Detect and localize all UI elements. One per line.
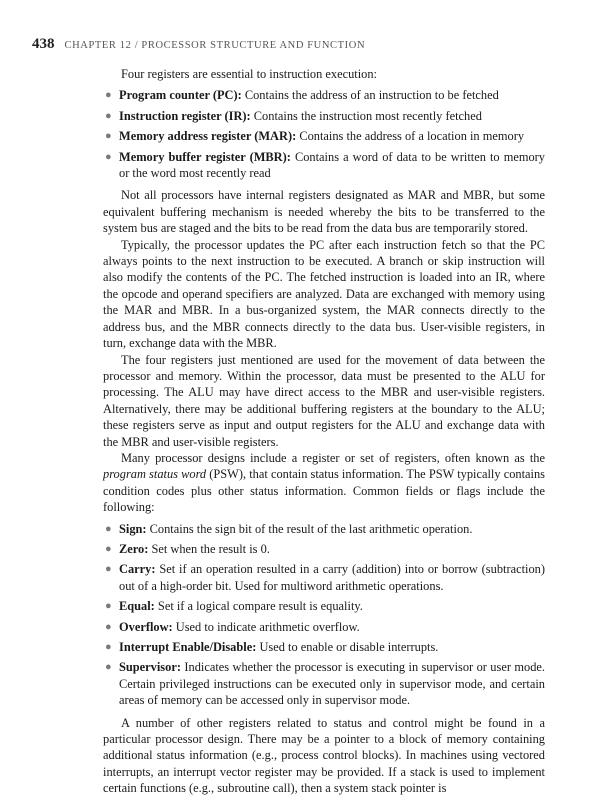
flag-item-interrupt (103, 639, 545, 655)
intro-paragraph: Four registers are essential to instruction execution: (121, 67, 378, 81)
flag-item-supervisor (103, 659, 545, 708)
paragraph-mar-mbr: Not all processors have internal registers designated as MAR and MBR, but some equivalent buffering mechanism is needed whereby the bits to be transferred to the system bus are staged and the bits to be read from the data bus are temporarily stored. (103, 188, 545, 236)
flag-term: Carry: (119, 562, 156, 577)
flag-term: Zero: (119, 541, 149, 556)
register-item-mbr (103, 149, 545, 182)
register-desc: Contains the address of a location in memory (299, 129, 525, 144)
register-desc: Contains the instruction most recently fetched (253, 108, 482, 123)
body-text (103, 66, 545, 797)
bullet-icon: ● (105, 563, 112, 576)
bullet-icon: ● (105, 130, 112, 143)
flag-desc: Indicates whether the processor is executing in supervisor or user mode. Certain privileged instructions can be executed only in supervisor mode, and certain areas of memory can be accessed only in supervisor mode. (119, 660, 545, 708)
bullet-icon: ● (105, 620, 112, 633)
register-term: Program counter (PC): (119, 88, 242, 103)
bullet-icon: ● (105, 109, 112, 122)
psw-text-after: (PSW), that contain status information. The PSW typically contains condition codes plus other status information. Common fields or flags include the following: (103, 467, 545, 515)
paragraph-other-registers: A number of other registers related to status and control might be found in a particular processor design. There may be a pointer to a block of memory containing additional status information (e.g., process control blocks). In machines using vectored interrupts, an interrupt vector register may be provided. If a stack is used to implement certain functions (e.g., subroutine call), then a system stack pointer is (103, 715, 545, 796)
register-list (103, 87, 545, 181)
flag-desc: Set when the result is 0. (151, 541, 270, 556)
flag-desc: Contains the sign bit of the result of the last arithmetic operation. (149, 521, 473, 536)
register-term: Memory address register (MAR): (119, 129, 297, 144)
register-desc: Contains a word of data to be written to memory or the word most recently read (119, 149, 545, 181)
register-item-mar (103, 128, 545, 144)
flag-item-carry (103, 561, 545, 594)
chapter-title: CHAPTER 12 / PROCESSOR STRUCTURE AND FUNCTION (64, 40, 366, 51)
flag-desc: Set if a logical compare result is equality. (157, 599, 363, 614)
flag-term: Supervisor: (119, 660, 181, 675)
flag-item-equal (103, 598, 545, 614)
bullet-icon: ● (105, 542, 112, 555)
flag-item-overflow (103, 619, 545, 635)
flag-desc: Used to enable or disable interrupts. (259, 640, 439, 654)
running-head (32, 36, 365, 53)
bullet-icon: ● (105, 661, 112, 674)
bullet-icon: ● (105, 600, 112, 613)
register-desc: Contains the address of an instruction to be fetched (244, 88, 499, 103)
bullet-icon: ● (105, 641, 112, 653)
flag-term: Sign: (119, 521, 147, 536)
register-item-ir (103, 108, 545, 124)
bullet-icon: ● (105, 89, 112, 102)
page-number: 438 (32, 36, 55, 52)
register-item-pc (103, 87, 545, 103)
psw-text-before: Many processor designs include a register or set of registers, often known as the (121, 450, 545, 465)
flag-desc: Used to indicate arithmetic overflow. (175, 619, 360, 634)
flag-term: Interrupt Enable/Disable: (119, 640, 257, 654)
flag-term: Overflow: (119, 619, 173, 634)
flag-item-zero (103, 541, 545, 557)
paragraph-pc-update: Typically, the processor updates the PC after each instruction fetch so that the PC always points to the next instruction to be executed. A branch or skip instruction will also modify the contents of the PC. The fetched instruction is loaded into an IR, where the opcode and operand specifiers are analyzed. Data are exchanged with memory using the MAR and MBR. In a bus-organized system, the MAR connects directly to the address bus, and the MBR connects directly to the data bus. User-visible registers, in turn, exchange data with the MBR. (103, 237, 545, 351)
flag-item-sign (103, 521, 545, 537)
psw-term: program status word (103, 467, 207, 482)
flag-desc: Set if an operation resulted in a carry (addition) into or borrow (subtraction) out of a high-order bit. Used for multiword arithmetic operations. (119, 562, 545, 593)
bullet-icon: ● (105, 150, 112, 163)
register-term: Instruction register (IR): (119, 108, 251, 123)
flag-list (103, 521, 545, 709)
flag-term: Equal: (119, 599, 155, 614)
register-term: Memory buffer register (MBR): (119, 149, 291, 164)
bullet-icon: ● (105, 522, 112, 535)
paragraph-psw (103, 450, 545, 516)
paragraph-alu: The four registers just mentioned are used for the movement of data between the processor and memory. Within the processor, data must be presented to the ALU for processing. The ALU may have direct access to the MBR and user-visible registers. Alternatively, there may be additional buffering registers at the boundary to the ALU; these registers serve as input and output registers for the ALU and exchange data with the MBR and user-visible registers. (103, 352, 545, 449)
